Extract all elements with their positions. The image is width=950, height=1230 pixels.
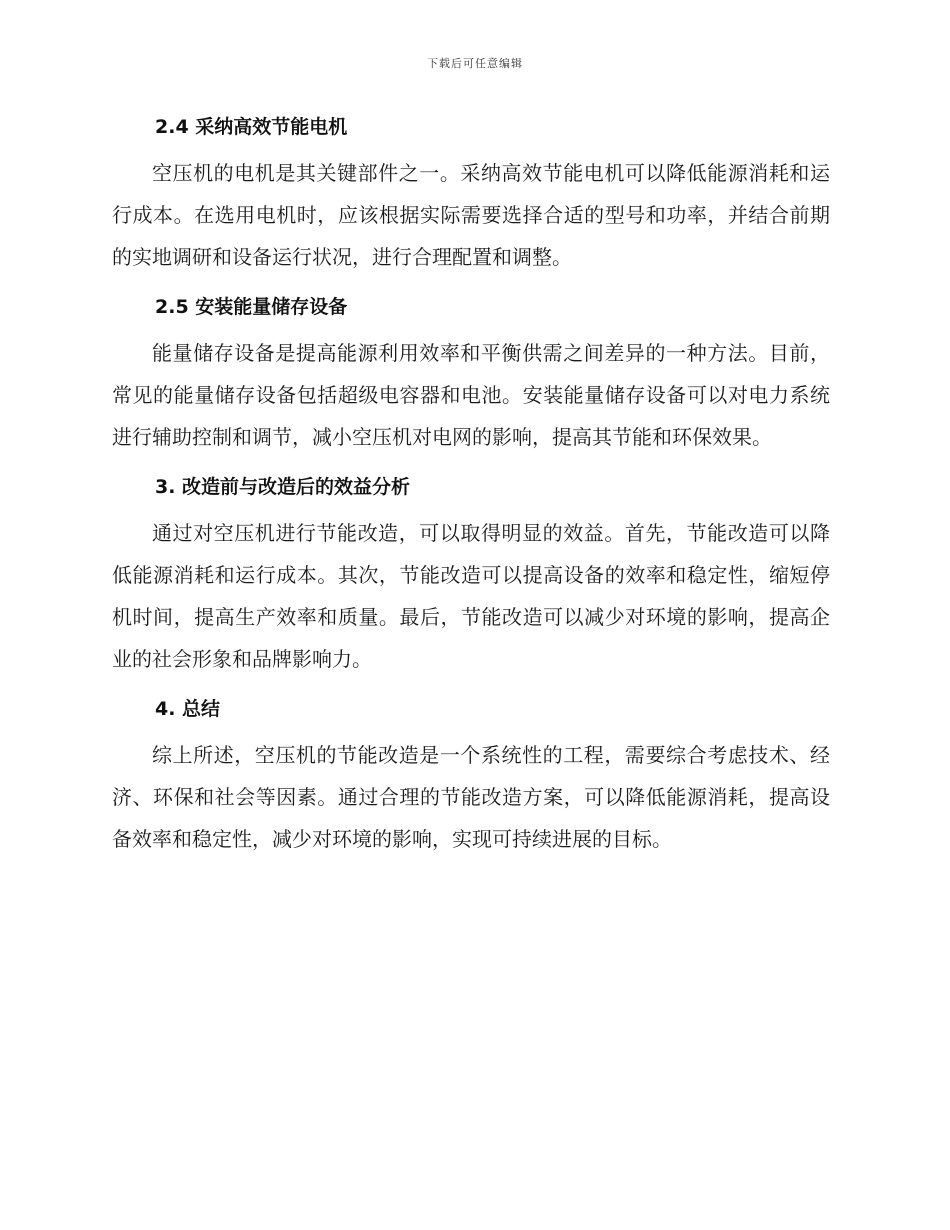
document-body [112, 108, 830, 870]
section-heading: 2.4 采纳高效节能电机 [155, 116, 348, 138]
section-heading: 2.5 安装能量储存设备 [155, 296, 348, 318]
section-paragraph: 能量储存设备是提高能源利用效率和平衡供需之间差异的一种方法。目前，常见的能量储存设备包括超级电容器和电池。安装能量储存设备可以对电力系统进行辅助控制和调节，减小空压机对电网的影响，提高其节能和环保效果。 [112, 341, 830, 449]
section-2-4 [112, 108, 830, 278]
section-paragraph: 通过对空压机进行节能改造，可以取得明显的效益。首先，节能改造可以降低能源消耗和运行成本。其次，节能改造可以提高设备的效率和稳定性，缩短停机时间，提高生产效率和质量。最后，节能改造可以减少对环境的影响，提高企业的社会形象和品牌影响力。 [112, 521, 830, 671]
section-3 [112, 468, 830, 680]
section-paragraph: 空压机的电机是其关键部件之一。采纳高效节能电机可以降低能源消耗和运行成本。在选用电机时，应该根据实际需要选择合适的型号和功率，并结合前期的实地调研和设备运行状况，进行合理配置和调整。 [112, 161, 830, 269]
section-4 [112, 690, 830, 860]
section-heading: 3. 改造前与改造后的效益分析 [155, 476, 411, 498]
section-2-5 [112, 288, 830, 458]
section-paragraph: 综上所述，空压机的节能改造是一个系统性的工程，需要综合考虑技术、经济、环保和社会等因素。通过合理的节能改造方案，可以降低能源消耗，提高设备效率和稳定性，减少对环境的影响，实现可持续进展的目标。 [112, 743, 830, 851]
header-note: 下载后可任意编辑 [427, 57, 523, 70]
section-heading: 4. 总结 [155, 698, 221, 720]
